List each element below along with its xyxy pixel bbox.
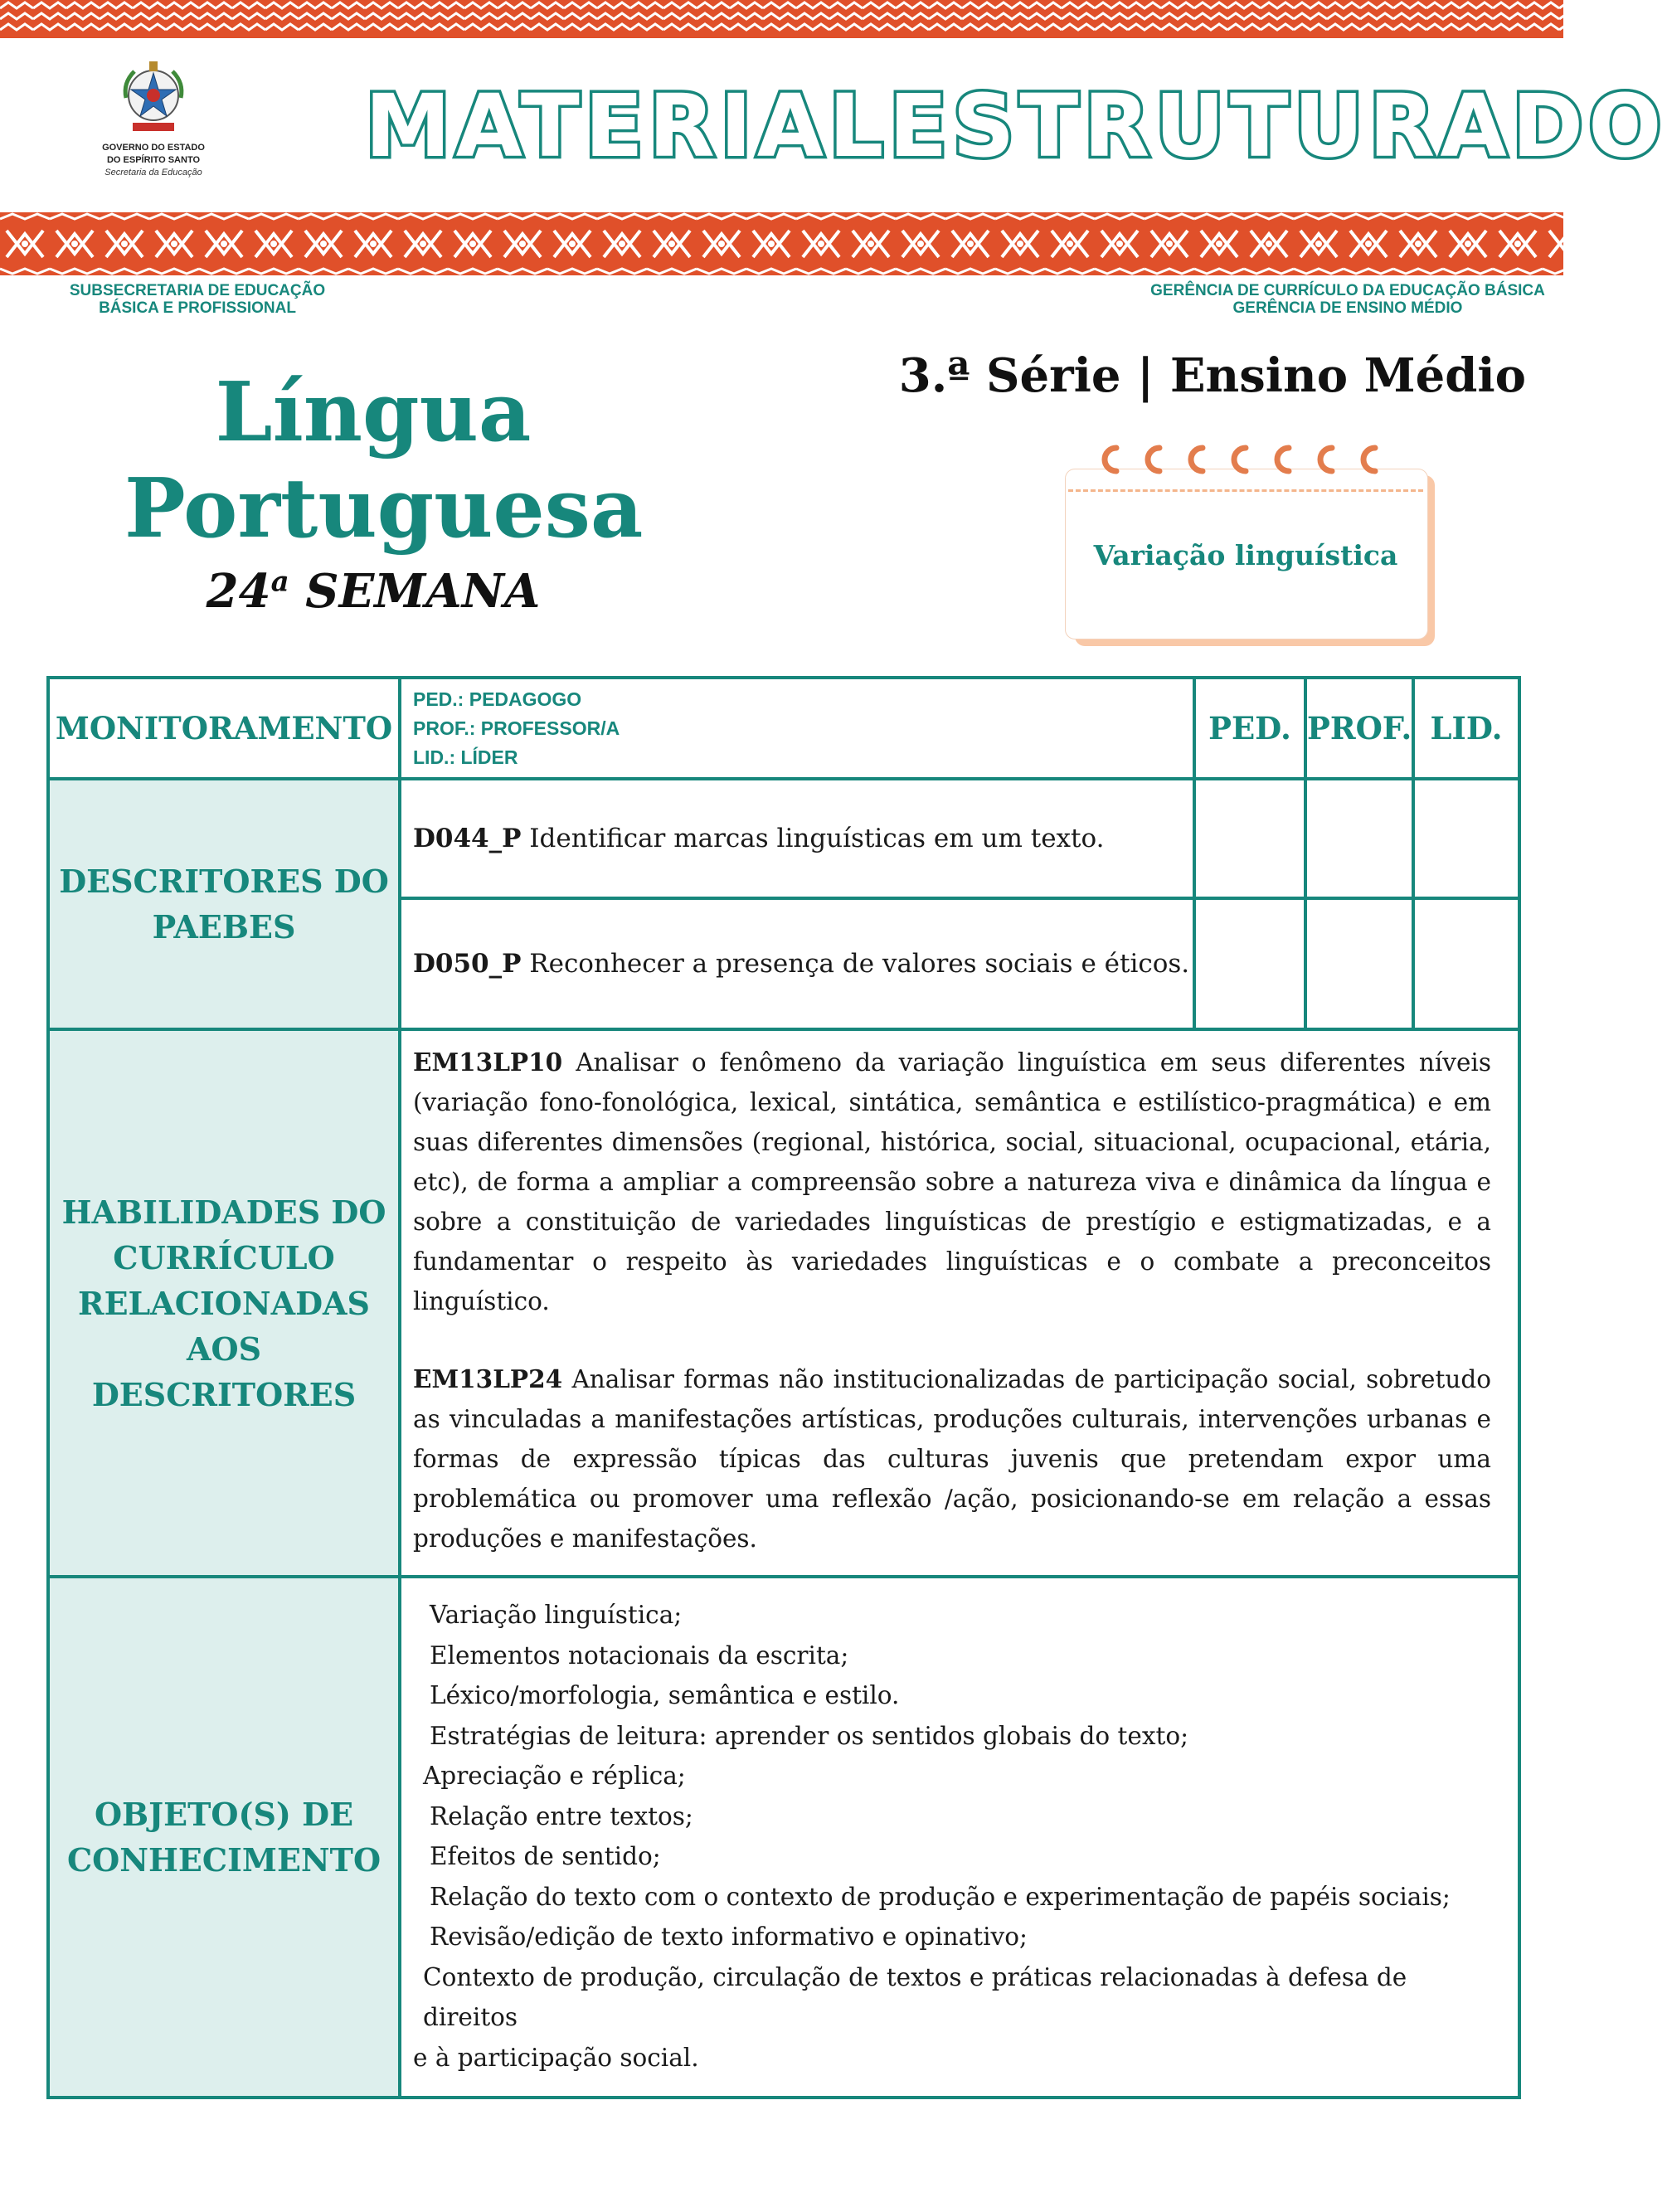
objeto-item: Relação entre textos; [430, 1801, 693, 1830]
objeto-item: Contexto de produção, circulação de textos e práticas relacionadas à defesa de direitos [423, 1962, 1407, 2031]
descritor-2-ped-check[interactable] [1194, 898, 1305, 1029]
habilidades-row [48, 1029, 1519, 1577]
descritor-2 [400, 898, 1194, 1029]
topic-label: Variação linguística [1093, 539, 1398, 571]
banner-title [365, 75, 1667, 177]
habilidade-1-text: Analisar o fenômeno da variação linguística em seus diferentes níveis (variação fono-fonológica, lexical, sintática, semântica e estilístico-pragmática) e em suas diferentes dimensões (regional, histórica, social, situacional, ocupacional, etária, etc), de forma a ampliar a compreensão sobre a natureza viva e dinâmica da língua e sobre a constituição de variedades linguísticas de prestígio e estigmatizadas, e a fundamentar o respeito às variedades linguísticas e o combate a preconceitos linguístico. [413, 1048, 1491, 1315]
grade-label: 3.ª Série | Ensino Médio [898, 348, 1526, 403]
subsecretaria-heading [23, 282, 372, 317]
week-ordinal: a [270, 565, 289, 599]
role-legend [400, 678, 1194, 779]
subsecretaria-line2: BÁSICA E PROFISSIONAL [99, 299, 296, 317]
descritor-1-ped-check[interactable] [1194, 779, 1305, 898]
habilidade-1-code: EM13LP10 [413, 1048, 563, 1077]
objeto-item: Elementos notacionais da escrita; [430, 1641, 849, 1670]
descritores-label: DESCRITORES DO PAEBES [48, 779, 400, 1029]
descritor-1-lid-check[interactable] [1413, 779, 1519, 898]
objetos-label: OBJETO(S) DE CONHECIMENTO [48, 1577, 400, 2098]
notepad-rings-icon [1093, 431, 1425, 489]
objeto-item: Léxico/morfologia, semântica e estilo. [430, 1681, 900, 1709]
habilidades-label: HABILIDADES DO CURRÍCULO RELACIONADAS AOS DESCRITORES [48, 1029, 400, 1577]
note-card-dashed-line [1068, 489, 1423, 492]
logo-text-line1: GOVERNO DO ESTADO [102, 143, 205, 153]
logo-text-line2: DO ESPÍRITO SANTO [106, 155, 201, 165]
week-number: 24 [206, 564, 271, 619]
objeto-item: Revisão/edição de texto informativo e opinativo; [430, 1923, 1028, 1951]
monitoramento-header: MONITORAMENTO [48, 678, 400, 779]
habilidade-2 [413, 1359, 1491, 1558]
banner-title-right: ESTRUTURADO [888, 75, 1667, 177]
coat-of-arms-icon [116, 58, 191, 141]
habilidade-1 [413, 1043, 1491, 1321]
state-government-logo [79, 58, 228, 195]
descritor-1-prof-check[interactable] [1305, 779, 1413, 898]
col-ped-header: PED. [1194, 678, 1305, 779]
habilidades-content [400, 1029, 1519, 1577]
table-header-row [48, 678, 1519, 779]
objeto-item: Relação do texto com o contexto de produção e experimentação de papéis sociais; [430, 1882, 1451, 1911]
col-prof-header: PROF. [1305, 678, 1413, 779]
objeto-item: Apreciação e réplica; [423, 1762, 686, 1790]
objeto-item: Variação linguística; [430, 1601, 683, 1629]
subsecretaria-line1: SUBSECRETARIA DE EDUCAÇÃO [69, 282, 326, 299]
gerencia-heading [1145, 282, 1551, 317]
descritor-1 [400, 779, 1194, 898]
subject-line2: Portuguesa [124, 461, 644, 557]
subject-line1: Língua [215, 365, 532, 460]
legend-ped: PED.: PEDAGOGO [413, 688, 582, 710]
objetos-content [400, 1577, 1519, 2098]
banner-title-left: MATERIAL [365, 75, 889, 177]
habilidade-2-text: Analisar formas não institucionalizadas de participação social, sobretudo as vinculadas a manifestações artísticas, produções culturais, intervenções urbanas e formas de expressão típicas das culturas juvenis que pretendam expor uma problemática ou promover uma reflexão /ação, posicionando-se em relação a essas produções e manifestações. [413, 1365, 1491, 1553]
legend-lid: LID.: LÍDER [413, 746, 518, 768]
monitoring-table [46, 676, 1521, 2099]
gerencia-line1: GERÊNCIA DE CURRÍCULO DA EDUCAÇÃO BÁSICA [1150, 282, 1545, 299]
mid-decorative-band [0, 212, 1563, 275]
objetos-row [48, 1577, 1519, 2098]
gerencia-line2: GERÊNCIA DE ENSINO MÉDIO [1232, 299, 1463, 317]
descritor-row-1 [48, 779, 1519, 898]
objeto-item: Efeitos de sentido; [430, 1842, 661, 1870]
descritor-2-text: Reconhecer a presença de valores sociais e éticos. [521, 949, 1190, 979]
legend-prof: PROF.: PROFESSOR/A [413, 717, 620, 739]
descritor-2-lid-check[interactable] [1413, 898, 1519, 1029]
objeto-item: Estratégias de leitura: aprender os sentidos globais do texto; [430, 1721, 1189, 1750]
week-word: SEMANA [305, 564, 541, 619]
descritor-1-code: D044_P [413, 824, 522, 853]
logo-text-line3: Secretaria da Educação [104, 168, 202, 177]
objeto-item: e à participação social. [413, 2043, 699, 2072]
col-lid-header: LID. [1413, 678, 1519, 779]
descritor-2-prof-check[interactable] [1305, 898, 1413, 1029]
descritor-1-text: Identificar marcas linguísticas em um texto. [521, 824, 1105, 853]
subject-title [124, 365, 644, 557]
week-label [124, 564, 622, 619]
descritor-2-code: D050_P [413, 949, 522, 979]
habilidade-2-code: EM13LP24 [413, 1364, 563, 1393]
top-decorative-band [0, 0, 1563, 38]
